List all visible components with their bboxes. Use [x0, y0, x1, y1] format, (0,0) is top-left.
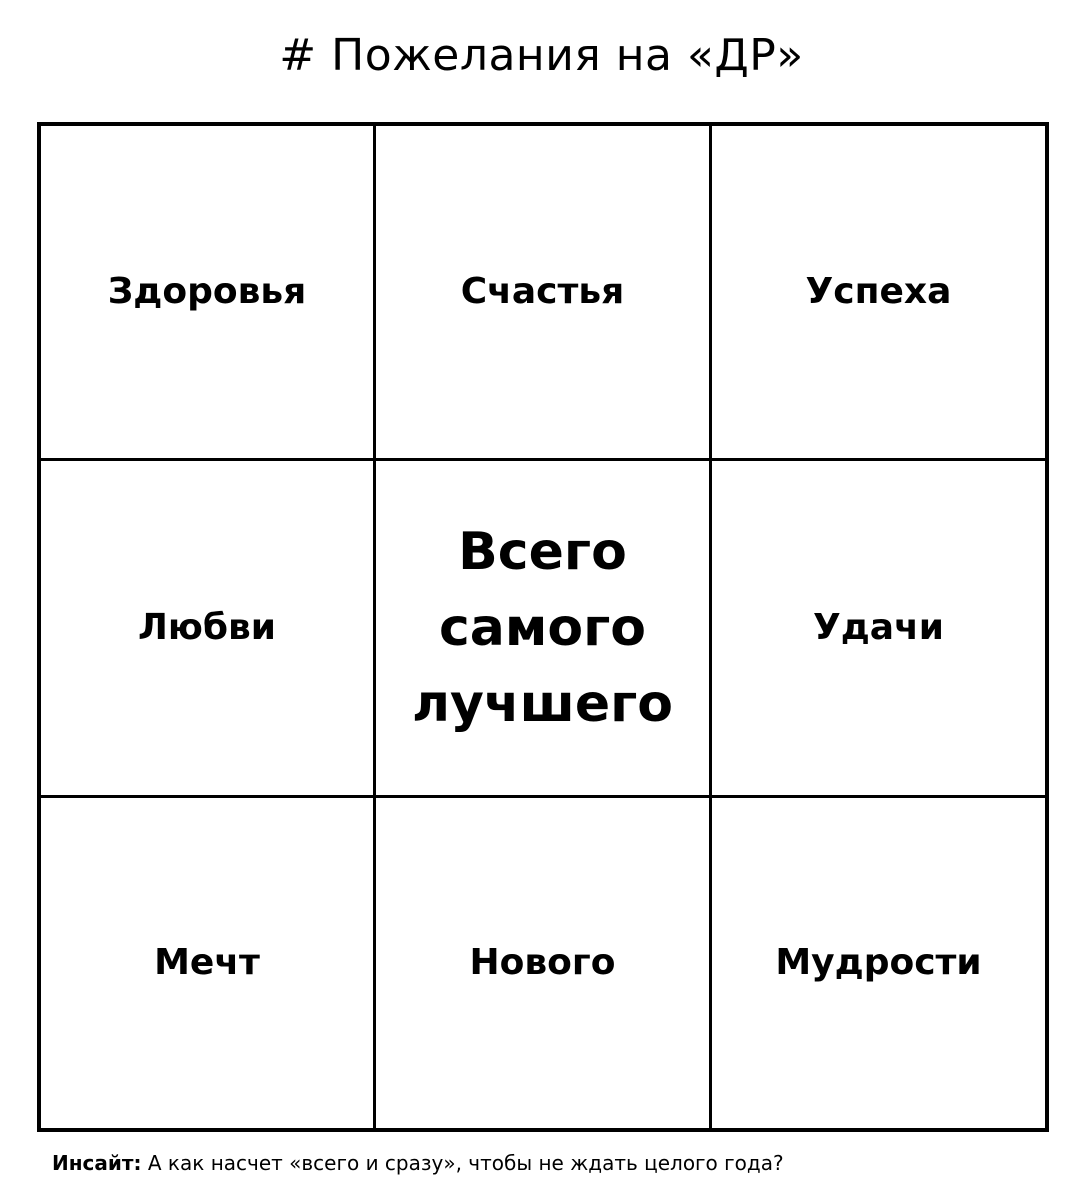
wish-cell-center — [376, 461, 712, 798]
center-line-2: самого — [438, 598, 647, 658]
wish-cell-new: Нового — [376, 798, 712, 1128]
wish-cell-dreams: Мечт — [41, 798, 376, 1128]
center-line-1: Всего — [458, 522, 627, 582]
insight-text: А как насчет «всего и сразу», чтобы не ждать целого года? — [147, 1151, 784, 1175]
insight-label: Инсайт: — [52, 1151, 142, 1175]
wish-cell-love: Любви — [41, 461, 376, 798]
insight-note — [52, 1150, 784, 1176]
wish-cell-happiness: Счастья — [376, 126, 712, 461]
wish-cell-success: Успеха — [712, 126, 1045, 461]
center-line-3: лучшего — [411, 674, 674, 734]
wish-cell-wisdom: Мудрости — [775, 942, 982, 984]
wish-cell-luck: Удачи — [712, 461, 1045, 798]
wish-cell-health: Здоровья — [41, 126, 376, 461]
wishes-grid — [37, 122, 1049, 1132]
page-title: # Пожелания на «ДР» — [279, 30, 804, 81]
